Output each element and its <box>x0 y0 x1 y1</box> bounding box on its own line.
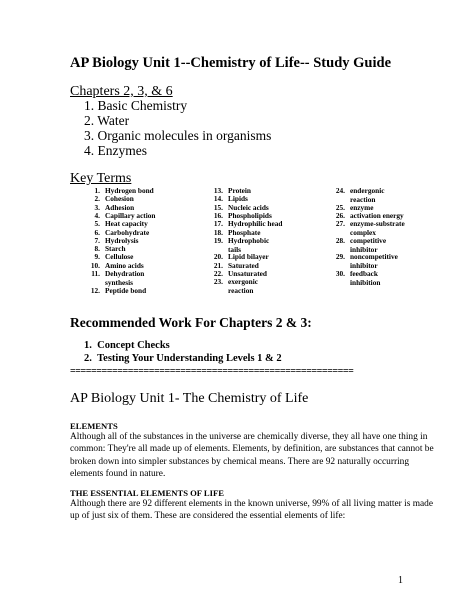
key-term-line: Dehydration <box>105 269 145 278</box>
key-term-item <box>207 277 258 295</box>
key-term-item <box>329 219 405 237</box>
recommended-heading: Recommended Work For Chapters 2 & 3: <box>70 315 312 330</box>
key-term-line: Amino acids <box>105 260 144 270</box>
key-term-line: inhibitor <box>350 261 378 271</box>
key-terms-heading: Key Terms <box>70 171 132 186</box>
key-term-line: synthesis <box>105 278 133 287</box>
key-term-line: Unsaturated <box>228 269 267 278</box>
chapters-heading: Chapters 2, 3, & 6 <box>70 84 173 99</box>
key-term-number: 23. <box>213 277 223 287</box>
key-term-line: Hydrophobic <box>228 235 270 245</box>
topic-item: 3. Organic molecules in organisms <box>84 128 272 143</box>
key-term-number: 2. <box>94 194 100 204</box>
key-term-line: exergonic <box>228 277 258 287</box>
key-term-item <box>207 236 269 254</box>
key-term-number: 11. <box>91 269 100 278</box>
divider-line: ====================================================== <box>70 366 354 377</box>
key-term-line: Capillary action <box>105 210 156 220</box>
recommended-item: 1. Concept Checks <box>84 340 170 351</box>
key-term-number: 27. <box>335 219 345 229</box>
key-term-line: inhibitor <box>350 244 378 254</box>
topic-item: 1. Basic Chemistry <box>84 98 188 113</box>
key-term-text <box>350 269 380 287</box>
key-term-line: endergonic <box>350 186 385 195</box>
key-term-text <box>350 252 398 270</box>
key-term-number: 21. <box>213 260 223 270</box>
key-term-number: 30. <box>335 269 345 278</box>
key-term-line: reaction <box>350 195 376 204</box>
key-term-item <box>329 269 380 287</box>
key-term-number: 5. <box>94 219 100 229</box>
key-term-text <box>105 269 144 287</box>
key-term-number: 10. <box>90 260 100 270</box>
key-term-number: 1. <box>94 186 100 195</box>
key-term-number: 13. <box>213 186 223 195</box>
key-term-line: Phosphate <box>228 227 261 237</box>
key-term-line: inhibition <box>350 278 381 287</box>
section-title: AP Biology Unit 1- The Chemistry of Life <box>70 391 309 406</box>
key-term-line: Saturated <box>228 260 259 270</box>
page-title: AP Biology Unit 1--Chemistry of Life-- Study Guide <box>70 55 392 71</box>
key-term-line: Hydrogen bond <box>105 186 154 195</box>
key-term-item <box>84 286 146 295</box>
key-term-line: Protein <box>228 186 251 195</box>
key-term-number: 22. <box>213 269 223 278</box>
key-term-number: 19. <box>213 235 223 245</box>
page-number: 1 <box>398 575 403 586</box>
key-term-line: competitive <box>350 235 387 245</box>
key-term-line: Nucleic acids <box>228 202 269 212</box>
key-term-number: 29. <box>335 252 345 262</box>
key-term-number: 8. <box>94 244 100 254</box>
key-term-text <box>228 236 269 254</box>
key-term-number: 14. <box>213 194 223 204</box>
key-term-line: complex <box>350 228 376 238</box>
key-term-number: 3. <box>94 202 100 212</box>
key-term-number: 17. <box>213 219 223 229</box>
key-term-line: enzyme-substrate <box>350 219 405 229</box>
key-term-item <box>329 236 386 254</box>
key-term-number: 26. <box>335 210 345 220</box>
key-term-number: 9. <box>94 252 100 262</box>
key-term-number: 28. <box>335 235 345 245</box>
topic-item: 2. Water <box>84 113 130 128</box>
key-term-number: 24. <box>335 186 345 195</box>
key-term-text <box>350 186 384 204</box>
key-term-number: 20. <box>213 252 223 262</box>
key-term-number: 12. <box>90 285 100 295</box>
key-term-number: 7. <box>94 235 100 245</box>
key-term-number: 4. <box>94 210 100 220</box>
key-term-number: 25. <box>335 202 345 212</box>
key-term-number: 15. <box>213 202 223 212</box>
key-term-line: Phospholipids <box>228 210 272 220</box>
key-term-item <box>329 186 384 204</box>
key-term-line: reaction <box>228 286 254 296</box>
key-term-line: Adhesion <box>105 202 135 212</box>
recommended-item: 2. Testing Your Understanding Levels 1 & 2 <box>84 353 282 364</box>
key-term-line: activation energy <box>350 210 404 220</box>
elements-heading: ELEMENTS <box>70 421 118 431</box>
key-term-number: 18. <box>213 227 223 237</box>
key-term-line: tails <box>228 244 241 254</box>
key-term-line: enzyme <box>350 202 374 212</box>
key-term-line: noncompetitive <box>350 252 398 262</box>
key-term-item <box>329 252 398 270</box>
key-term-line: Lipids <box>228 194 248 204</box>
key-term-line: Heat capacity <box>105 219 148 229</box>
essential-elements-paragraph: Although there are 92 different elements in the known universe, 99% of all living matter is made up of just six of them. These are considered the essential elements of life: <box>70 499 434 522</box>
key-term-line: Hydrolysis <box>105 235 139 245</box>
key-term-line: Peptide bond <box>105 285 147 295</box>
key-term-line: feedback <box>350 269 378 278</box>
key-term-line: Starch <box>105 244 126 254</box>
key-term-line: Carbohydrate <box>105 227 150 237</box>
key-term-line: Cellulose <box>105 252 134 262</box>
key-term-line: Lipid bilayer <box>228 252 269 262</box>
key-term-line: Cohesion <box>105 194 134 204</box>
key-term-line: Hydrophilic head <box>228 219 283 229</box>
topic-item: 4. Enzymes <box>84 143 147 158</box>
elements-paragraph: Although all of the substances in the universe are chemically diverse, they all have one thing in common: They're all made up of elements. Elements, by definition, are substances that cannot be broken down into simpler substances by chemical means. There are 92 naturally occurring elements found in nature. <box>70 432 434 480</box>
key-term-text <box>105 286 146 295</box>
key-term-text <box>350 236 386 254</box>
key-term-text <box>228 277 258 295</box>
key-term-item <box>84 269 144 287</box>
essential-elements-heading: THE ESSENTIAL ELEMENTS OF LIFE <box>70 488 224 498</box>
key-term-text <box>350 219 405 237</box>
key-term-number: 6. <box>94 227 100 237</box>
key-term-number: 16. <box>213 210 223 220</box>
